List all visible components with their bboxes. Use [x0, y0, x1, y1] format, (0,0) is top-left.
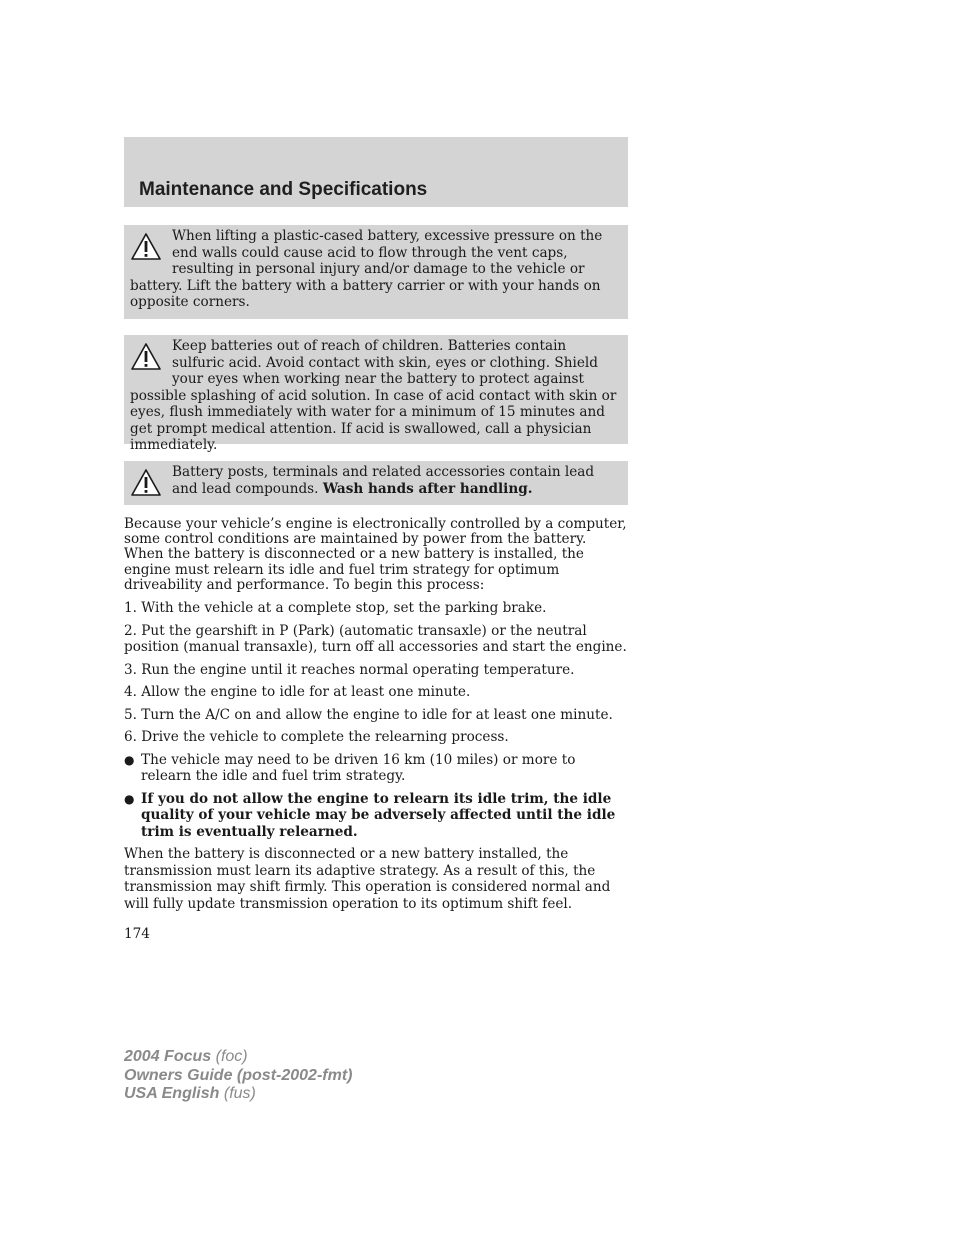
main-content — [124, 517, 629, 918]
document-footer — [124, 1048, 352, 1104]
step-item: 2. Put the gearshift in P (Park) (automatic transaxle) or the neutral position (manual transaxle), turn off all accessories and start the engine. — [124, 622, 627, 656]
section-title: Maintenance and Specifications — [139, 179, 428, 200]
step-item: 5. Turn the A/C on and allow the engine to idle for at least one minute. — [124, 706, 613, 723]
step-item: 1. With the vehicle at a complete stop, set the parking brake. — [124, 600, 547, 617]
closing-paragraph: When the battery is disconnected or a new battery installed, the transmission must learn its adaptive strategy. As a result of this, the transmission may shift firmly. This operation is considered normal and will fully update transmission operation to its optimum shift feel. — [124, 846, 611, 912]
warning-text: When lifting a plastic-cased battery, excessive pressure on the end walls could cause acid to flow through the vent caps, resulting in personal injury and/or damage to the vehicle or battery. Lift the battery with a battery carrier or with your hands on opposite corners. — [130, 228, 603, 310]
bullet-icon: ● — [124, 791, 135, 806]
footer-language: USA English — [124, 1085, 220, 1102]
warning-triangle-icon — [130, 232, 162, 262]
warning-box-children — [124, 335, 628, 453]
warning-box-lifting — [124, 225, 628, 319]
footer-line-guide — [124, 1067, 352, 1086]
intro-paragraph: Because your vehicle’s engine is electronically controlled by a computer, some control conditions are maintained by power from the battery. When the battery is disconnected or a new battery is installed, the engine must relearn its idle and fuel trim strategy for optimum driveability and performance. To begin this process: — [124, 516, 627, 593]
footer-language-code: (fus) — [223, 1085, 256, 1102]
footer-line-model — [124, 1048, 352, 1067]
bullet-icon: ● — [124, 752, 135, 767]
bullet-text: The vehicle may need to be driven 16 km (10 miles) or more to relearn the idle and fuel trim strategy. — [141, 751, 576, 785]
footer-model: 2004 Focus — [124, 1048, 212, 1065]
warning-emphasis: Wash hands after handling. — [322, 480, 533, 497]
footer-guide: Owners Guide (post-2002-fmt) — [124, 1066, 353, 1084]
warning-lead-text: Battery posts, terminals and related accessories contain lead and lead compounds. — [172, 464, 595, 497]
bullet-item — [124, 752, 629, 785]
step-item: 4. Allow the engine to idle for at least one minute. — [124, 684, 471, 701]
step-item: 3. Run the engine until it reaches normal operating temperature. — [124, 661, 575, 678]
step-item: 6. Drive the vehicle to complete the relearning process. — [124, 729, 509, 746]
section-header — [124, 137, 628, 207]
bullet-item-important — [124, 791, 629, 841]
footer-model-code: (foc) — [215, 1048, 248, 1065]
warning-triangle-icon — [130, 342, 162, 372]
warning-triangle-icon — [130, 468, 162, 498]
warning-text: Keep batteries out of reach of children. Batteries contain sulfuric acid. Avoid contact with skin, eyes or clothing. Shield your eyes when working near the battery to protect against possible splashing of acid solution. In case of acid contact with skin or eyes, flush immediately with water for a minimum of 15 minutes and get prompt medical attention. If acid is swallowed, call a physician immediately. — [130, 338, 617, 453]
footer-line-language — [124, 1085, 352, 1104]
warning-text — [130, 464, 620, 497]
warning-box-lead — [124, 461, 628, 505]
bullet-text: If you do not allow the engine to relearn its idle trim, the idle quality of your vehicle may be adversely affected until the idle trim is eventually relearned. — [141, 790, 616, 840]
page-number: 174 — [124, 926, 150, 942]
